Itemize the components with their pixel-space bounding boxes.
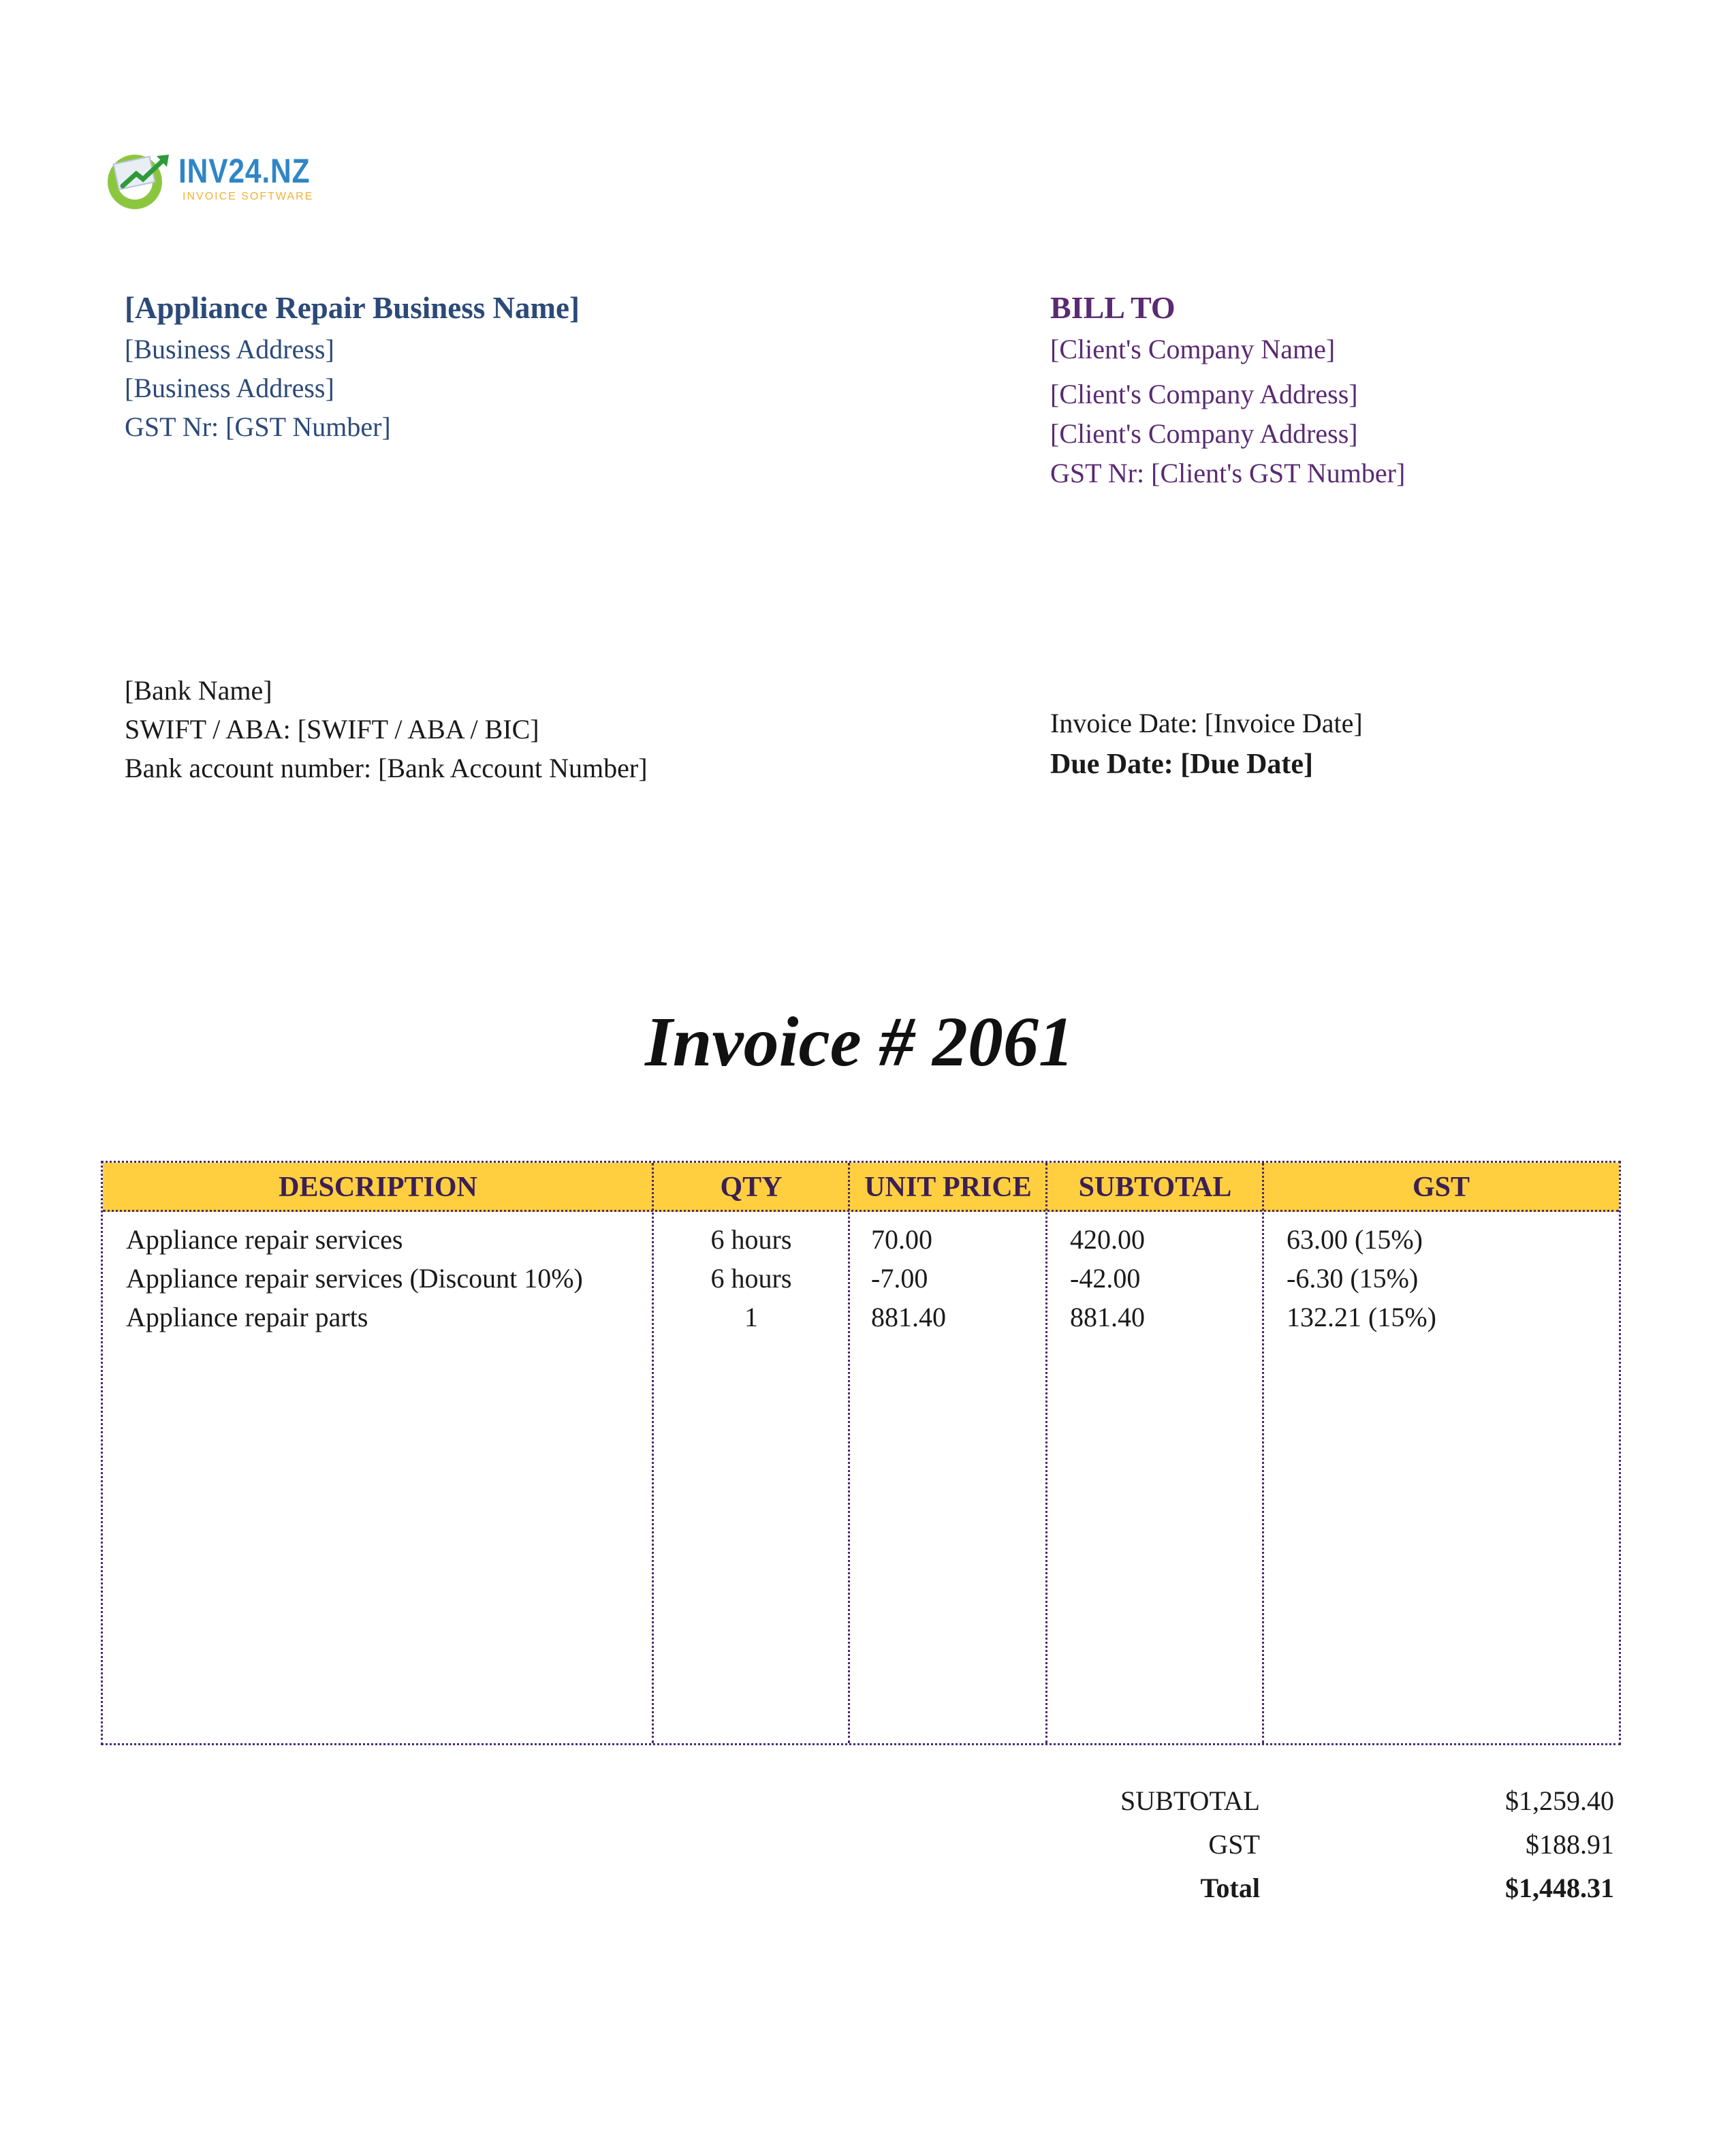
- row-2-unit-price: -7.00: [871, 1263, 928, 1294]
- row-2-description: Appliance repair services (Discount 10%): [126, 1263, 583, 1294]
- logo-icon: [102, 146, 184, 215]
- bill-to-block: [1050, 286, 1405, 493]
- logo-subtitle: INVOICE SOFTWARE: [183, 191, 314, 202]
- row-3-gst: 132.21 (15%): [1287, 1302, 1436, 1332]
- row-1-qty: 6 hours: [710, 1224, 792, 1255]
- line-items-table: [101, 1161, 1621, 1745]
- gst-value: $188.91: [1526, 1829, 1614, 1860]
- total-value: $1,448.31: [1505, 1873, 1614, 1903]
- bank-account: Bank account number: [Bank Account Number]: [125, 753, 648, 783]
- client-company-name: [Client's Company Name]: [1050, 334, 1336, 364]
- bank-swift: SWIFT / ABA: [SWIFT / ABA / BIC]: [125, 714, 539, 745]
- bank-details: [125, 671, 648, 787]
- logo-wordmark: INV24.NZ: [178, 152, 311, 190]
- header-unit-price: UNIT PRICE: [864, 1172, 1032, 1203]
- invoice-date: Invoice Date: [Invoice Date]: [1050, 708, 1363, 738]
- client-address-2: [Client's Company Address]: [1050, 418, 1358, 449]
- header-description: DESCRIPTION: [279, 1172, 477, 1203]
- row-3-subtotal: 881.40: [1070, 1302, 1145, 1332]
- client-gst: GST Nr: [Client's GST Number]: [1050, 458, 1406, 488]
- seller-block: [125, 286, 580, 446]
- row-2-gst: -6.30 (15%): [1287, 1263, 1419, 1294]
- row-1-subtotal: 420.00: [1070, 1224, 1145, 1255]
- seller-gst: GST Nr: [GST Number]: [125, 411, 391, 442]
- seller-address-2: [Business Address]: [125, 373, 334, 403]
- seller-name: [Appliance Repair Business Name]: [125, 291, 580, 325]
- table-header: [103, 1163, 1619, 1212]
- row-3-unit-price: 881.40: [871, 1302, 946, 1332]
- total-label: Total: [1200, 1873, 1260, 1903]
- row-1-unit-price: 70.00: [871, 1224, 932, 1255]
- row-1-description: Appliance repair services: [126, 1224, 403, 1255]
- column-divider: [1262, 1163, 1264, 1743]
- header-gst: GST: [1412, 1172, 1470, 1203]
- row-1-gst: 63.00 (15%): [1287, 1224, 1423, 1255]
- seller-address-1: [Business Address]: [125, 334, 334, 364]
- subtotal-value: $1,259.40: [1505, 1785, 1614, 1816]
- bank-name: [Bank Name]: [125, 675, 272, 706]
- header-qty: QTY: [720, 1172, 783, 1203]
- invoice-dates: [1050, 703, 1363, 785]
- row-3-qty: 1: [744, 1302, 758, 1332]
- row-2-subtotal: -42.00: [1070, 1263, 1141, 1294]
- subtotal-label: SUBTOTAL: [1120, 1785, 1260, 1816]
- column-divider: [1045, 1163, 1047, 1743]
- bill-to-heading: BILL TO: [1050, 290, 1176, 325]
- invoice-title: Invoice # 2061: [645, 1003, 1074, 1081]
- gst-label: GST: [1208, 1829, 1260, 1860]
- header-subtotal: SUBTOTAL: [1078, 1172, 1232, 1203]
- client-address-1: [Client's Company Address]: [1050, 379, 1358, 409]
- row-2-qty: 6 hours: [710, 1263, 792, 1294]
- row-3-description: Appliance repair parts: [126, 1302, 368, 1332]
- due-date: Due Date: [Due Date]: [1050, 749, 1314, 780]
